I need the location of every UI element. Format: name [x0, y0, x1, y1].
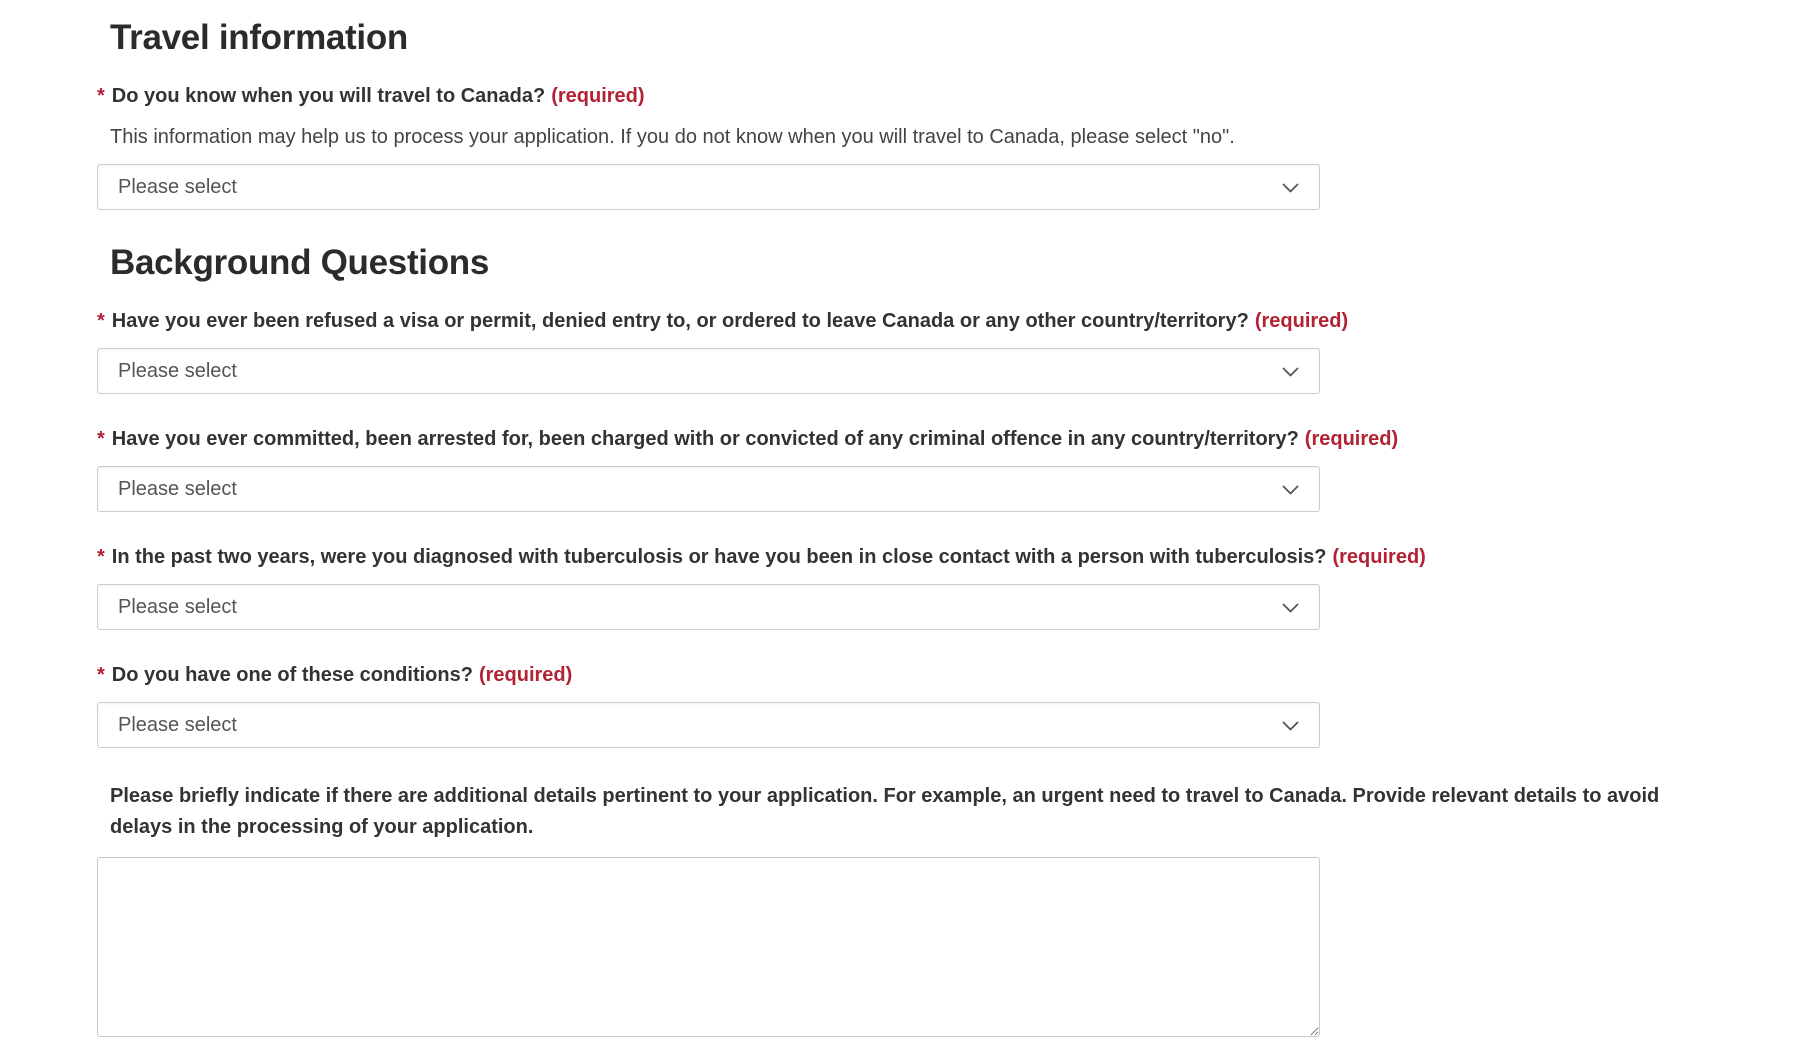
- required-indicator: (required): [478, 664, 573, 686]
- criminal-offence-select[interactable]: [97, 466, 1320, 512]
- question-label-travel-date: [97, 84, 1760, 109]
- form-group-conditions: [97, 663, 1760, 748]
- required-asterisk: *: [97, 546, 105, 568]
- question-text: Have you ever been refused a visa or permit, denied entry to, or ordered to leave Canada or any other country/territory?: [111, 310, 1249, 332]
- refused-visa-select[interactable]: [97, 348, 1320, 394]
- tuberculosis-select[interactable]: [97, 584, 1320, 630]
- additional-details-instruction: Please briefly indicate if there are additional details pertinent to your application. For example, an urgent need to travel to Canada. Provide relevant details to avoid delays in the processing of your application.: [110, 785, 1660, 838]
- form-group-tuberculosis: [97, 545, 1760, 630]
- section-heading-background: Background Questions: [110, 243, 490, 282]
- required-asterisk: *: [97, 664, 105, 686]
- select-value: Please select: [118, 175, 237, 198]
- question-text: Do you know when you will travel to Canada?: [111, 85, 546, 107]
- question-label-tuberculosis: [97, 545, 1760, 570]
- select-value: Please select: [118, 477, 237, 500]
- chevron-down-icon: [1282, 721, 1299, 732]
- select-value: Please select: [118, 713, 237, 736]
- question-text: Do you have one of these conditions?: [111, 664, 473, 686]
- required-asterisk: *: [97, 428, 105, 450]
- question-label-conditions: [97, 663, 1760, 688]
- section-heading-travel: Travel information: [110, 18, 408, 57]
- travel-date-select[interactable]: [97, 164, 1320, 210]
- conditions-select[interactable]: [97, 702, 1320, 748]
- chevron-down-icon: [1282, 485, 1299, 496]
- chevron-down-icon: [1282, 367, 1299, 378]
- question-text: In the past two years, were you diagnosed with tuberculosis or have you been in close contact with a person with tuberculosis?: [111, 546, 1327, 568]
- additional-details-textarea[interactable]: [97, 857, 1320, 1037]
- form-group-refused-visa: [97, 309, 1760, 394]
- question-text: Have you ever committed, been arrested for, been charged with or convicted of any criminal offence in any country/territory?: [111, 428, 1299, 450]
- required-indicator: (required): [1304, 428, 1399, 450]
- select-value: Please select: [118, 595, 237, 618]
- help-text-travel-date: This information may help us to process your application. If you do not know when you will travel to Canada, please select "no".: [110, 126, 1235, 148]
- required-indicator: (required): [1254, 310, 1349, 332]
- form-group-criminal-offence: [97, 427, 1760, 512]
- required-asterisk: *: [97, 85, 105, 107]
- form-group-travel-date: [97, 84, 1760, 210]
- required-asterisk: *: [97, 310, 105, 332]
- chevron-down-icon: [1282, 603, 1299, 614]
- question-label-refused-visa: [97, 309, 1760, 334]
- question-label-criminal-offence: [97, 427, 1760, 452]
- required-indicator: (required): [1332, 546, 1426, 568]
- required-indicator: (required): [551, 85, 645, 107]
- select-value: Please select: [118, 359, 237, 382]
- chevron-down-icon: [1282, 183, 1299, 194]
